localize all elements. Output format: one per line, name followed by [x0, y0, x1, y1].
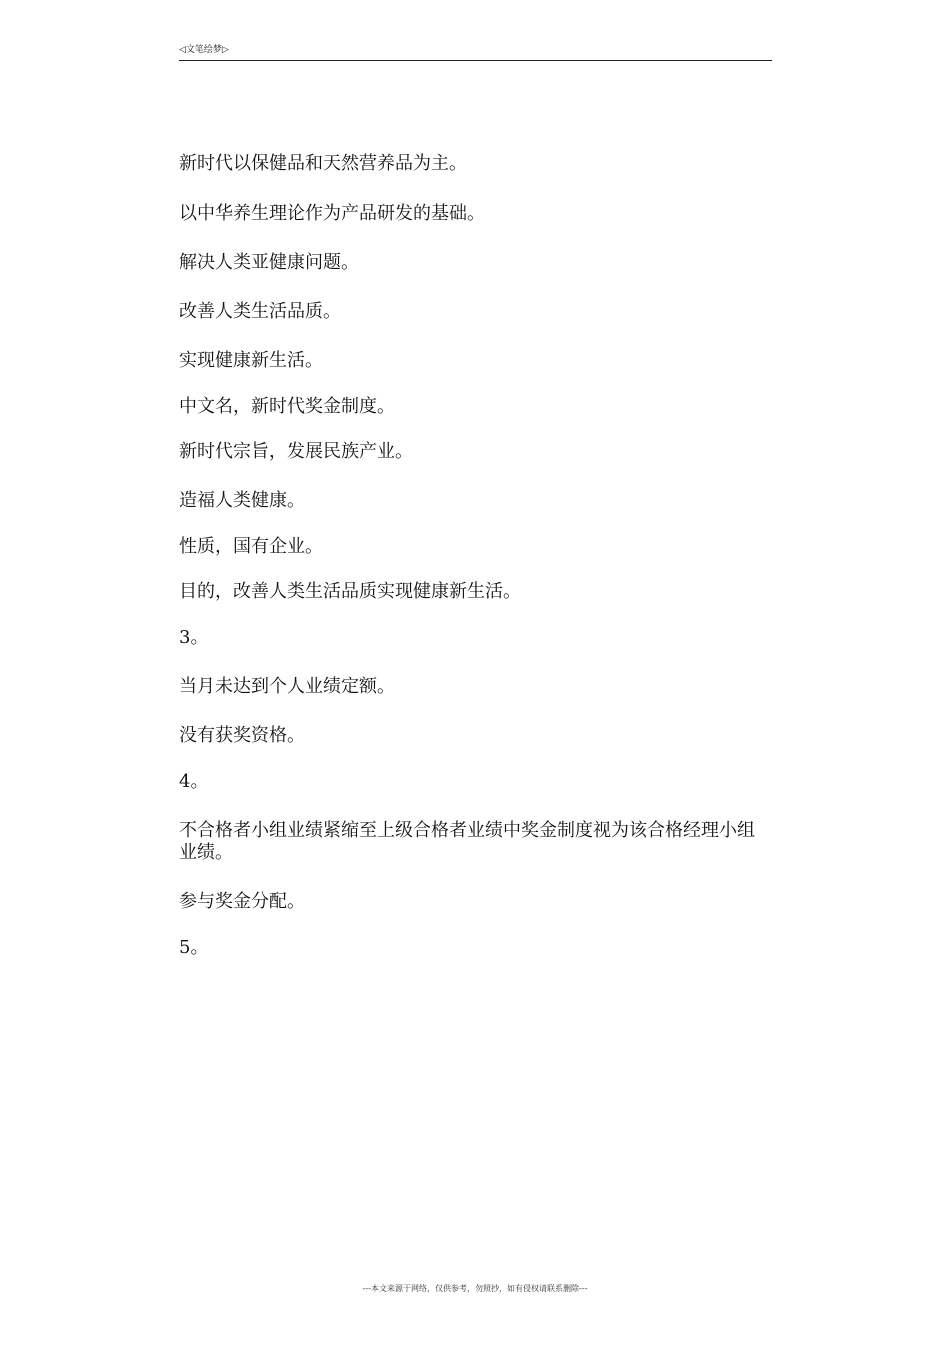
paragraph: 解决人类亚健康问题。 [179, 252, 359, 273]
paragraph: 不合格者小组业绩紧缩至上级合格者业绩中奖金制度视为该合格经理小组业绩。 [179, 820, 755, 863]
paragraph: 造福人类健康。 [179, 490, 305, 511]
paragraph: 实现健康新生活。 [179, 350, 323, 371]
paragraph: 当月未达到个人业绩定额。 [179, 676, 395, 697]
header-divider [179, 60, 772, 61]
paragraph: 性质，国有企业。 [179, 536, 323, 557]
paragraph: 改善人类生活品质。 [179, 301, 341, 322]
header-title: ◁文笔绘梦▷ [179, 45, 229, 55]
paragraph: 参与奖金分配。 [179, 891, 305, 912]
paragraph: 目的，改善人类生活品质实现健康新生活。 [179, 581, 521, 602]
page-footer: ---本文来源于网络，仅供参考，勿照抄，如有侵权请联系删除--- [362, 1284, 588, 1293]
paragraph: 5。 [179, 937, 209, 958]
page-header [179, 44, 772, 62]
paragraph: 中文名，新时代奖金制度。 [179, 396, 395, 417]
paragraph: 没有获奖资格。 [179, 725, 305, 746]
paragraph: 3。 [179, 627, 209, 648]
paragraph: 新时代宗旨，发展民族产业。 [179, 441, 413, 462]
paragraph: 新时代以保健品和天然营养品为主。 [179, 153, 467, 174]
paragraph: 4。 [179, 771, 209, 792]
paragraph: 以中华养生理论作为产品研发的基础。 [179, 203, 485, 224]
